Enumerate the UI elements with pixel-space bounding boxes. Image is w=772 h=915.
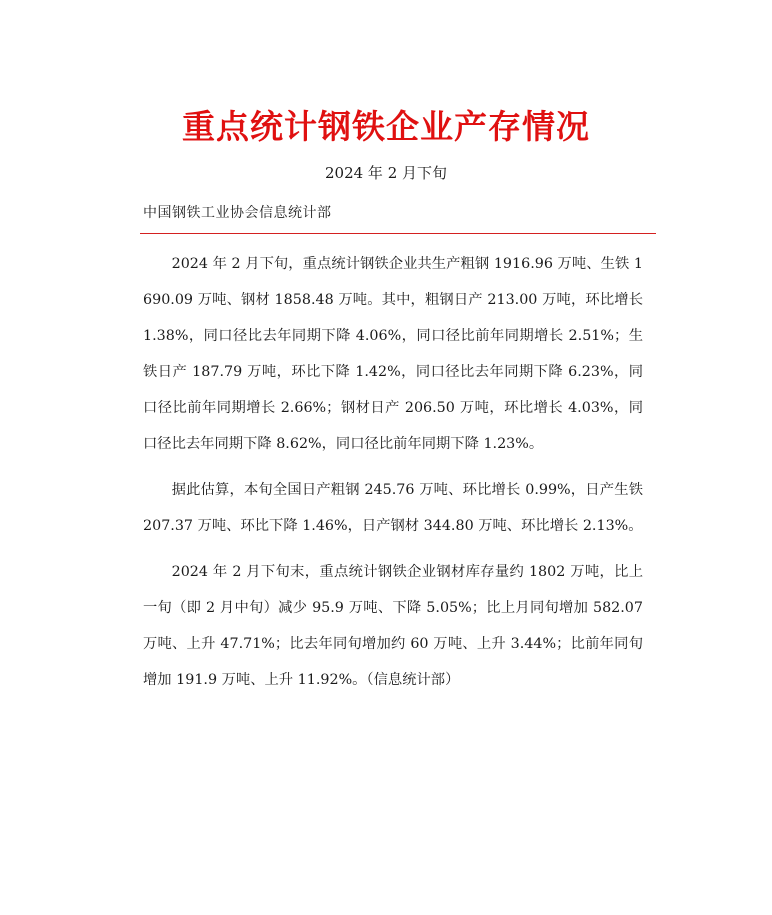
paragraph-estimate: 据此估算，本旬全国日产粗钢 245.76 万吨、环比增长 0.99%，日产生铁 207.37 万吨、环比下降 1.46%，日产钢材 344.80 万吨、环比增长 2.13%。: [143, 482, 643, 534]
paragraph-inventory: 2024 年 2 月下旬末，重点统计钢铁企业钢材库存量约 1802 万吨，比上一旬（即 2 月中旬）减少 95.9 万吨、下降 5.05%；比上月同旬增加 582.07 万吨、上升 47.71%；比去年同旬增加约 60 万吨、上升 3.44%；比前年同旬增加 191.9 万吨、上升 11.92%。（信息统计部）: [143, 564, 643, 688]
header-divider: [140, 233, 656, 234]
paragraph-production: 2024 年 2 月下旬，重点统计钢铁企业共生产粗钢 1916.96 万吨、生铁 1690.09 万吨、钢材 1858.48 万吨。其中，粗钢日产 213.00 万吨，环比增长 1.38%，同口径比去年同期下降 4.06%，同口径比前年同期增长 2.51%；生铁日产 187.79 万吨，环比下降 1.42%，同口径比去年同期下降 6.23%，同口径比前年同期增长 2.66%；钢材日产 206.50 万吨，环比增长 4.03%，同口径比去年同期下降 8.62%，同口径比前年同期下降 1.23%。: [143, 256, 643, 452]
publisher-name: 中国钢铁工业协会信息统计部: [143, 205, 332, 221]
document-body: [143, 246, 643, 708]
document-date: 2024 年 2 月下旬: [324, 164, 448, 182]
document-title: 重点统计钢铁企业产存情况: [182, 107, 590, 146]
